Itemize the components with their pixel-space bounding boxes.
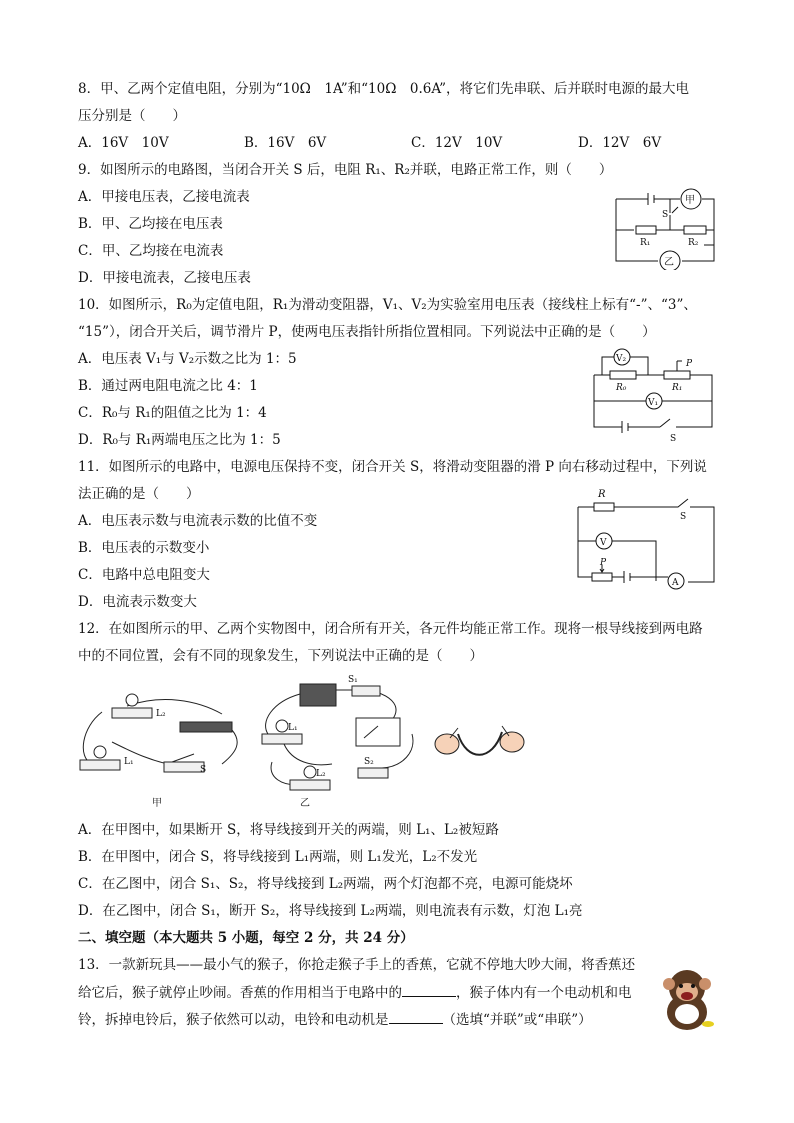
q12-yi-s2: S₂ bbox=[364, 757, 374, 767]
q9-meter-yi-label: 乙 bbox=[664, 257, 674, 268]
q9-switch-label: S bbox=[662, 210, 669, 220]
q12-jia-l2: L₂ bbox=[156, 709, 166, 719]
q9-r2-label: R₂ bbox=[688, 238, 699, 248]
q10-stem-line2: “15”），闭合开关后，调节滑片 P，使两电压表指针所指位置相同。下列说法中正确的是（ ） bbox=[78, 324, 656, 340]
section-fill-in-heading: 二、填空题（本大题共 5 小题，每空 2 分，共 24 分） bbox=[78, 930, 414, 946]
q13-line3-after-blank: （选填“并联”或“串联”） bbox=[442, 1012, 592, 1028]
q12-yi-caption: 乙 bbox=[300, 798, 310, 809]
q8-option-a[interactable]: A．16V 10V bbox=[78, 135, 169, 151]
q12-yi-s1: S₁ bbox=[348, 675, 358, 685]
q10-stem-line1: 10．如图所示，R₀为定值电阻，R₁为滑动变阻器，V₁、V₂为实验室用电压表（接线柱上标有“-”、“3”、 bbox=[78, 297, 697, 313]
q10-r0-label: R₀ bbox=[616, 383, 627, 393]
q13-line2-after-blank: ，猴子体内有一个电动机和电 bbox=[456, 985, 632, 1001]
q11-r-label: R bbox=[598, 489, 606, 500]
q12-figure-yi bbox=[262, 684, 413, 790]
q12-option-c[interactable]: C．在乙图中，闭合 S₁、S₂，将导线接到 L₂两端，两个灯泡都不亮，电源可能烧坏 bbox=[78, 876, 573, 892]
q9-meter-jia-label: 甲 bbox=[685, 195, 695, 206]
q9-r1-label: R₁ bbox=[640, 238, 651, 248]
q11-option-b[interactable]: B．电压表的示数变小 bbox=[78, 540, 210, 556]
q11-a-label: A bbox=[672, 578, 679, 588]
q11-stem-line1: 11．如图所示的电路中，电源电压保持不变，闭合开关 S，将滑动变阻器的滑 P 向右移动过程中，下列说 bbox=[78, 459, 707, 475]
q9-circuit-diagram bbox=[612, 185, 722, 270]
q10-v1-label: V₁ bbox=[648, 398, 659, 408]
q11-circuit-diagram bbox=[570, 485, 720, 590]
q13-stem-line1: 13．一款新玩具——最小气的猴子，你抢走猴子手上的香蕉，它就不停地大吵大闹，将香蕉还 bbox=[78, 957, 636, 973]
q9-stem: 9．如图所示的电路图，当闭合开关 S 后，电阻 R₁、R₂并联，电路正常工作，则（ ） bbox=[78, 162, 613, 178]
q11-switch-label: S bbox=[680, 512, 687, 522]
q8-stem-line1: 8．甲、乙两个定值电阻，分别为“10Ω 1A”和“10Ω 0.6A”，将它们先串联、后并联时电源的最大电 bbox=[78, 81, 690, 97]
q12-jia-caption: 甲 bbox=[152, 798, 162, 809]
q12-wire-hands-icon bbox=[435, 726, 524, 755]
q12-figure-jia bbox=[80, 694, 237, 772]
q12-option-b[interactable]: B．在甲图中，闭合 S，将导线接到 L₁两端，则 L₁发光，L₂不发光 bbox=[78, 849, 478, 865]
q10-option-c[interactable]: C．R₀与 R₁的阻值之比为 1：4 bbox=[78, 405, 267, 421]
q10-option-b[interactable]: B．通过两电阻电流之比 4：1 bbox=[78, 378, 258, 394]
q13-line2-before-blank: 给它后，猴子就停止吵闹。香蕉的作用相当于电路中的 bbox=[78, 985, 402, 1001]
q8-option-b[interactable]: B．16V 6V bbox=[244, 135, 327, 151]
q10-option-a[interactable]: A．电压表 V₁与 V₂示数之比为 1：5 bbox=[78, 351, 297, 367]
q12-yi-l2: L₂ bbox=[316, 769, 326, 779]
q13-blank-2[interactable] bbox=[389, 1009, 443, 1024]
q12-option-d[interactable]: D．在乙图中，闭合 S₁，断开 S₂，将导线接到 L₂两端，则电流表有示数，灯泡 L₁亮 bbox=[78, 903, 583, 919]
q12-option-a[interactable]: A．在甲图中，如果断开 S，将导线接到开关的两端，则 L₁、L₂被短路 bbox=[78, 822, 499, 838]
q10-r1-label: R₁ bbox=[672, 383, 683, 393]
q8-option-d[interactable]: D．12V 6V bbox=[578, 135, 662, 151]
q12-stem-line2: 中的不同位置，会有不同的现象发生，下列说法中正确的是（ ） bbox=[78, 648, 483, 664]
q11-option-d[interactable]: D．电流表示数变大 bbox=[78, 594, 197, 610]
q11-stem-line2: 法正确的是（ ） bbox=[78, 486, 200, 502]
q9-option-b[interactable]: B．甲、乙均接在电压表 bbox=[78, 216, 223, 232]
q8-stem-line2: 压分别是（ ） bbox=[78, 108, 186, 124]
q12-jia-l1: L₁ bbox=[124, 757, 134, 767]
q13-blank-1[interactable] bbox=[402, 982, 456, 997]
q12-jia-s: S bbox=[200, 765, 207, 775]
q12-yi-l1: L₁ bbox=[288, 723, 298, 733]
q10-p-label: P bbox=[686, 359, 693, 369]
q13-line3-before-blank: 铃，拆掉电铃后，猴子依然可以动，电铃和电动机是 bbox=[78, 1012, 389, 1028]
q8-option-c[interactable]: C．12V 10V bbox=[411, 135, 503, 151]
q10-circuit-diagram bbox=[590, 345, 720, 445]
q13-stem-line3 bbox=[78, 1009, 592, 1030]
q12-stem-line1: 12．在如图所示的甲、乙两个实物图中，闭合所有开关，各元件均能正常工作。现将一根导线接到两电路 bbox=[78, 621, 703, 637]
q12-physical-circuits-figure bbox=[72, 672, 542, 812]
q10-v2-label: V₂ bbox=[616, 354, 627, 364]
q11-p-label: P bbox=[600, 558, 607, 568]
q9-option-d[interactable]: D．甲接电流表，乙接电压表 bbox=[78, 270, 251, 286]
q10-switch-label: S bbox=[670, 434, 677, 444]
monkey-toy-icon bbox=[652, 962, 722, 1034]
q10-option-d[interactable]: D．R₀与 R₁两端电压之比为 1：5 bbox=[78, 432, 281, 448]
q11-option-c[interactable]: C．电路中总电阻变大 bbox=[78, 567, 210, 583]
q11-option-a[interactable]: A．电压表示数与电流表示数的比值不变 bbox=[78, 513, 318, 529]
q13-stem-line2 bbox=[78, 982, 632, 1003]
q11-v-label: V bbox=[600, 538, 607, 548]
q9-option-c[interactable]: C．甲、乙均接在电流表 bbox=[78, 243, 224, 259]
q9-option-a[interactable]: A．甲接电压表，乙接电流表 bbox=[78, 189, 250, 205]
